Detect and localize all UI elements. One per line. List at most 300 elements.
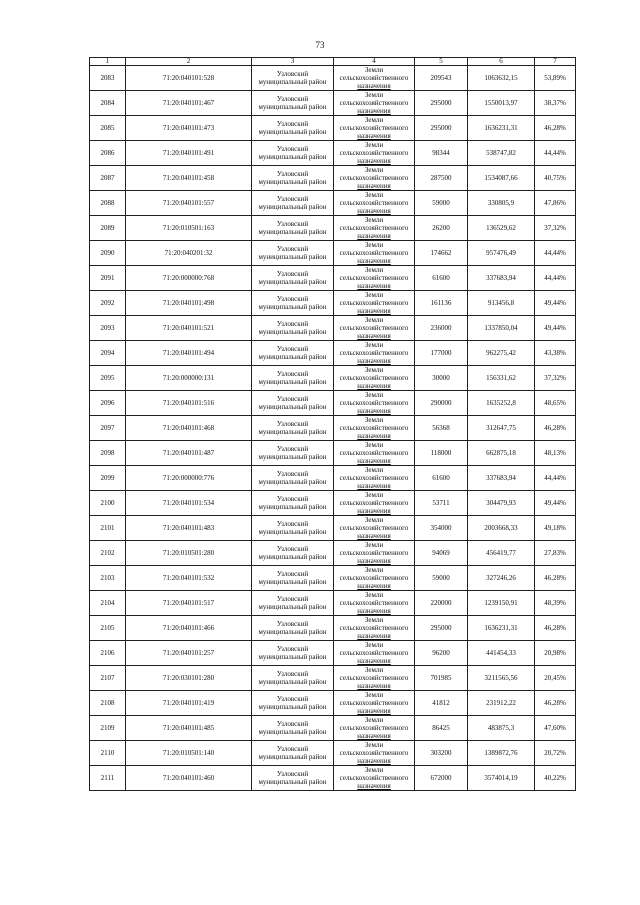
table-row (90, 216, 576, 241)
area-value: 56368 (415, 416, 468, 441)
row-number: 2108 (90, 691, 126, 716)
category-line1: Земли (364, 766, 384, 774)
category-line1: Земли (364, 516, 384, 524)
table-row (90, 641, 576, 666)
cadastral-number: 71:20:040101:491 (126, 141, 252, 166)
category-line2: сельскохозяйственного (339, 399, 409, 407)
cadastral-value: 1636231,31 (468, 616, 535, 641)
district-line2: муниципальный район (258, 228, 327, 236)
area-value: 26200 (415, 216, 468, 241)
row-number: 2095 (90, 366, 126, 391)
table-row (90, 591, 576, 616)
district-line1: Узловский (276, 270, 309, 278)
category-line3: назначения (357, 207, 391, 215)
row-number: 2105 (90, 616, 126, 641)
cadastral-number: 71:20:010501:280 (126, 541, 252, 566)
cadastral-value: 337683,94 (468, 466, 535, 491)
area-value: 86425 (415, 716, 468, 741)
district-line2: муниципальный район (258, 103, 327, 111)
cadastral-value: 913456,8 (468, 291, 535, 316)
row-number: 2098 (90, 441, 126, 466)
column-header-3: 3 (252, 58, 334, 66)
district-line1: Узловский (276, 170, 309, 178)
cadastral-value: 1534087,66 (468, 166, 535, 191)
table-row (90, 416, 576, 441)
land-category-cell (334, 216, 415, 241)
area-value: 118000 (415, 441, 468, 466)
land-plots-table (89, 57, 576, 791)
area-value: 287500 (415, 166, 468, 191)
category-line2: сельскохозяйственного (339, 424, 409, 432)
table-row (90, 616, 576, 641)
row-number: 2099 (90, 466, 126, 491)
category-line2: сельскохозяйственного (339, 74, 409, 82)
cadastral-number: 71:20:010501:163 (126, 216, 252, 241)
area-value: 295000 (415, 91, 468, 116)
cadastral-value: 1636231,31 (468, 116, 535, 141)
category-line1: Земли (364, 741, 384, 749)
row-number: 2091 (90, 266, 126, 291)
cadastral-number: 71:20:040101:468 (126, 416, 252, 441)
category-line2: сельскохозяйственного (339, 624, 409, 632)
table-row (90, 116, 576, 141)
row-number: 2088 (90, 191, 126, 216)
cadastral-number: 71:20:000000:768 (126, 266, 252, 291)
category-line1: Земли (364, 191, 384, 199)
row-number: 2102 (90, 541, 126, 566)
cadastral-number: 71:20:040101:257 (126, 641, 252, 666)
land-category-cell (334, 741, 415, 766)
cadastral-value: 3574014,19 (468, 766, 535, 791)
percent-value: 47,60% (535, 716, 576, 741)
area-value: 94069 (415, 541, 468, 566)
district-cell (252, 191, 334, 216)
column-header-4: 4 (334, 58, 415, 66)
cadastral-number: 71:20:040201:32 (126, 241, 252, 266)
category-line3: назначения (357, 432, 391, 440)
cadastral-number: 71:20:040101:460 (126, 766, 252, 791)
table-row (90, 316, 576, 341)
row-number: 2097 (90, 416, 126, 441)
land-category-cell (334, 591, 415, 616)
district-cell (252, 66, 334, 91)
area-value: 59000 (415, 191, 468, 216)
cadastral-number: 71:20:040101:498 (126, 291, 252, 316)
table-row (90, 241, 576, 266)
category-line3: назначения (357, 357, 391, 365)
district-cell (252, 91, 334, 116)
district-line2: муниципальный район (258, 503, 327, 511)
district-cell (252, 441, 334, 466)
land-category-cell (334, 416, 415, 441)
district-line2: муниципальный район (258, 328, 327, 336)
cadastral-number: 71:20:040101:487 (126, 441, 252, 466)
land-category-cell (334, 241, 415, 266)
district-line2: муниципальный район (258, 528, 327, 536)
category-line2: сельскохозяйственного (339, 774, 409, 782)
area-value: 96200 (415, 641, 468, 666)
cadastral-number: 71:20:040101:467 (126, 91, 252, 116)
area-value: 672000 (415, 766, 468, 791)
cadastral-value: 1337850,04 (468, 316, 535, 341)
land-category-cell (334, 66, 415, 91)
category-line2: сельскохозяйственного (339, 224, 409, 232)
table-row (90, 466, 576, 491)
area-value: 61600 (415, 466, 468, 491)
percent-value: 37,32% (535, 216, 576, 241)
percent-value: 48,65% (535, 391, 576, 416)
category-line3: назначения (357, 557, 391, 565)
percent-value: 48,39% (535, 591, 576, 616)
row-number: 2096 (90, 391, 126, 416)
district-line1: Узловский (276, 145, 309, 153)
category-line1: Земли (364, 441, 384, 449)
area-value: 41812 (415, 691, 468, 716)
district-cell (252, 141, 334, 166)
category-line3: назначения (357, 732, 391, 740)
cadastral-number: 71:20:000000:131 (126, 366, 252, 391)
column-header-6: 6 (468, 58, 535, 66)
cadastral-value: 330805,9 (468, 191, 535, 216)
district-cell (252, 291, 334, 316)
category-line1: Земли (364, 341, 384, 349)
district-line1: Узловский (276, 470, 309, 478)
percent-value: 44,44% (535, 141, 576, 166)
district-cell (252, 741, 334, 766)
category-line3: назначения (357, 382, 391, 390)
category-line1: Земли (364, 491, 384, 499)
row-number: 2103 (90, 566, 126, 591)
percent-value: 37,32% (535, 366, 576, 391)
cadastral-value: 156331,62 (468, 366, 535, 391)
district-cell (252, 266, 334, 291)
category-line1: Земли (364, 91, 384, 99)
row-number: 2087 (90, 166, 126, 191)
district-line1: Узловский (276, 570, 309, 578)
category-line1: Земли (364, 566, 384, 574)
cadastral-value: 662875,18 (468, 441, 535, 466)
district-cell (252, 541, 334, 566)
percent-value: 20,98% (535, 641, 576, 666)
district-line2: муниципальный район (258, 128, 327, 136)
category-line3: назначения (357, 457, 391, 465)
table-row (90, 441, 576, 466)
row-number: 2090 (90, 241, 126, 266)
land-category-cell (334, 466, 415, 491)
land-category-cell (334, 616, 415, 641)
row-number: 2085 (90, 116, 126, 141)
category-line3: назначения (357, 582, 391, 590)
table-row (90, 491, 576, 516)
category-line1: Земли (364, 316, 384, 324)
table-row (90, 91, 576, 116)
category-line3: назначения (357, 307, 391, 315)
land-category-cell (334, 541, 415, 566)
percent-value: 44,44% (535, 241, 576, 266)
cadastral-value: 456419,77 (468, 541, 535, 566)
district-cell (252, 516, 334, 541)
table-row (90, 291, 576, 316)
category-line2: сельскохозяйственного (339, 724, 409, 732)
cadastral-number: 71:20:040101:419 (126, 691, 252, 716)
row-number: 2100 (90, 491, 126, 516)
area-value: 354000 (415, 516, 468, 541)
category-line1: Земли (364, 216, 384, 224)
district-cell (252, 366, 334, 391)
cadastral-value: 538747,82 (468, 141, 535, 166)
column-header-1: 1 (90, 58, 126, 66)
table-row (90, 691, 576, 716)
category-line1: Земли (364, 166, 384, 174)
table-row (90, 341, 576, 366)
cadastral-number: 71:20:040101:532 (126, 566, 252, 591)
area-value: 98344 (415, 141, 468, 166)
cadastral-number: 71:20:040101:528 (126, 66, 252, 91)
category-line1: Земли (364, 116, 384, 124)
percent-value: 49,18% (535, 516, 576, 541)
category-line3: назначения (357, 107, 391, 115)
percent-value: 44,44% (535, 466, 576, 491)
district-line1: Узловский (276, 695, 309, 703)
category-line3: назначения (357, 132, 391, 140)
page-number: 73 (315, 40, 325, 50)
district-line2: муниципальный район (258, 778, 327, 786)
land-category-cell (334, 316, 415, 341)
land-category-cell (334, 566, 415, 591)
district-line2: муниципальный район (258, 703, 327, 711)
district-cell (252, 116, 334, 141)
district-line2: муниципальный район (258, 553, 327, 561)
area-value: 30000 (415, 366, 468, 391)
category-line1: Земли (364, 541, 384, 549)
category-line1: Земли (364, 291, 384, 299)
cadastral-number: 71:20:030101:280 (126, 666, 252, 691)
category-line1: Земли (364, 466, 384, 474)
district-cell (252, 641, 334, 666)
category-line2: сельскохозяйственного (339, 299, 409, 307)
column-header-7: 7 (535, 58, 576, 66)
table-body (90, 66, 576, 791)
area-value: 303200 (415, 741, 468, 766)
cadastral-value: 337683,94 (468, 266, 535, 291)
land-category-cell (334, 391, 415, 416)
category-line1: Земли (364, 266, 384, 274)
percent-value: 20,45% (535, 666, 576, 691)
land-category-cell (334, 191, 415, 216)
percent-value: 48,13% (535, 441, 576, 466)
cadastral-number: 71:20:000000:776 (126, 466, 252, 491)
district-line2: муниципальный район (258, 78, 327, 86)
category-line1: Земли (364, 691, 384, 699)
category-line1: Земли (364, 391, 384, 399)
percent-value: 20,72% (535, 741, 576, 766)
category-line3: назначения (357, 507, 391, 515)
district-line1: Узловский (276, 620, 309, 628)
table-row (90, 166, 576, 191)
district-cell (252, 691, 334, 716)
district-cell (252, 241, 334, 266)
category-line3: назначения (357, 632, 391, 640)
cadastral-value: 231912,22 (468, 691, 535, 716)
category-line2: сельскохозяйственного (339, 649, 409, 657)
district-line2: муниципальный район (258, 628, 327, 636)
percent-value: 49,44% (535, 291, 576, 316)
cadastral-value: 2003668,33 (468, 516, 535, 541)
district-line1: Узловский (276, 445, 309, 453)
district-line2: муниципальный район (258, 453, 327, 461)
category-line3: назначения (357, 707, 391, 715)
category-line1: Земли (364, 241, 384, 249)
district-line1: Узловский (276, 345, 309, 353)
district-line2: муниципальный район (258, 578, 327, 586)
table-row (90, 266, 576, 291)
category-line1: Земли (364, 591, 384, 599)
percent-value: 27,83% (535, 541, 576, 566)
cadastral-number: 71:20:040101:557 (126, 191, 252, 216)
area-value: 701985 (415, 666, 468, 691)
table-row (90, 716, 576, 741)
district-cell (252, 391, 334, 416)
category-line3: назначения (357, 257, 391, 265)
percent-value: 40,22% (535, 766, 576, 791)
table-row (90, 141, 576, 166)
district-line1: Узловский (276, 195, 309, 203)
cadastral-number: 71:20:040101:466 (126, 616, 252, 641)
area-value: 295000 (415, 616, 468, 641)
category-line2: сельскохозяйственного (339, 574, 409, 582)
district-cell (252, 491, 334, 516)
cadastral-number: 71:20:040101:516 (126, 391, 252, 416)
district-cell (252, 341, 334, 366)
district-line1: Узловский (276, 720, 309, 728)
category-line2: сельскохозяйственного (339, 699, 409, 707)
cadastral-value: 327246,26 (468, 566, 535, 591)
table-row (90, 391, 576, 416)
land-category-cell (334, 141, 415, 166)
category-line3: назначения (357, 657, 391, 665)
percent-value: 40,75% (535, 166, 576, 191)
cadastral-value: 304479,93 (468, 491, 535, 516)
category-line3: назначения (357, 232, 391, 240)
district-line2: муниципальный район (258, 278, 327, 286)
category-line2: сельскохозяйственного (339, 124, 409, 132)
district-line2: муниципальный район (258, 153, 327, 161)
cadastral-number: 71:20:040101:458 (126, 166, 252, 191)
percent-value: 46,28% (535, 616, 576, 641)
category-line2: сельскохозяйственного (339, 199, 409, 207)
district-line2: муниципальный район (258, 653, 327, 661)
land-category-cell (334, 716, 415, 741)
category-line3: назначения (357, 482, 391, 490)
cadastral-value: 962275,42 (468, 341, 535, 366)
category-line2: сельскохозяйственного (339, 449, 409, 457)
cadastral-value: 136529,62 (468, 216, 535, 241)
row-number: 2094 (90, 341, 126, 366)
district-line2: муниципальный район (258, 303, 327, 311)
district-line2: муниципальный район (258, 178, 327, 186)
row-number: 2109 (90, 716, 126, 741)
district-line1: Узловский (276, 320, 309, 328)
percent-value: 44,44% (535, 266, 576, 291)
land-category-cell (334, 166, 415, 191)
percent-value: 46,28% (535, 566, 576, 591)
area-value: 53711 (415, 491, 468, 516)
district-cell (252, 216, 334, 241)
district-line1: Узловский (276, 520, 309, 528)
cadastral-number: 71:20:040101:485 (126, 716, 252, 741)
district-line1: Узловский (276, 595, 309, 603)
row-number: 2101 (90, 516, 126, 541)
land-category-cell (334, 91, 415, 116)
district-cell (252, 616, 334, 641)
district-line1: Узловский (276, 395, 309, 403)
category-line2: сельскохозяйственного (339, 549, 409, 557)
category-line3: назначения (357, 282, 391, 290)
percent-value: 49,44% (535, 491, 576, 516)
category-line2: сельскохозяйственного (339, 99, 409, 107)
category-line2: сельскохозяйственного (339, 524, 409, 532)
column-header-2: 2 (126, 58, 252, 66)
table-row (90, 191, 576, 216)
category-line2: сельскохозяйственного (339, 499, 409, 507)
land-category-cell (334, 266, 415, 291)
district-cell (252, 466, 334, 491)
percent-value: 46,28% (535, 416, 576, 441)
district-line1: Узловский (276, 120, 309, 128)
district-line2: муниципальный район (258, 678, 327, 686)
category-line1: Земли (364, 641, 384, 649)
cadastral-number: 71:20:040101:473 (126, 116, 252, 141)
category-line2: сельскохозяйственного (339, 149, 409, 157)
district-line2: муниципальный район (258, 478, 327, 486)
district-line1: Узловский (276, 245, 309, 253)
percent-value: 43,38% (535, 341, 576, 366)
category-line1: Земли (364, 666, 384, 674)
row-number: 2086 (90, 141, 126, 166)
cadastral-value: 1239150,91 (468, 591, 535, 616)
district-line1: Узловский (276, 770, 309, 778)
category-line2: сельскохозяйственного (339, 474, 409, 482)
district-line1: Узловский (276, 95, 309, 103)
district-cell (252, 566, 334, 591)
table-row (90, 541, 576, 566)
district-cell (252, 716, 334, 741)
cadastral-value: 957476,49 (468, 241, 535, 266)
row-number: 2083 (90, 66, 126, 91)
district-line1: Узловский (276, 495, 309, 503)
category-line2: сельскохозяйственного (339, 174, 409, 182)
category-line1: Земли (364, 616, 384, 624)
district-cell (252, 166, 334, 191)
category-line2: сельскохозяйственного (339, 274, 409, 282)
category-line1: Земли (364, 66, 384, 74)
category-line2: сельскохозяйственного (339, 599, 409, 607)
cadastral-number: 71:20:040101:483 (126, 516, 252, 541)
category-line3: назначения (357, 782, 391, 790)
land-category-cell (334, 366, 415, 391)
row-number: 2093 (90, 316, 126, 341)
land-category-cell (334, 666, 415, 691)
category-line2: сельскохозяйственного (339, 324, 409, 332)
category-line2: сельскохозяйственного (339, 249, 409, 257)
land-category-cell (334, 516, 415, 541)
cadastral-value: 3211565,56 (468, 666, 535, 691)
percent-value: 46,28% (535, 116, 576, 141)
table-row (90, 366, 576, 391)
land-category-cell (334, 641, 415, 666)
row-number: 2106 (90, 641, 126, 666)
district-line2: муниципальный район (258, 603, 327, 611)
